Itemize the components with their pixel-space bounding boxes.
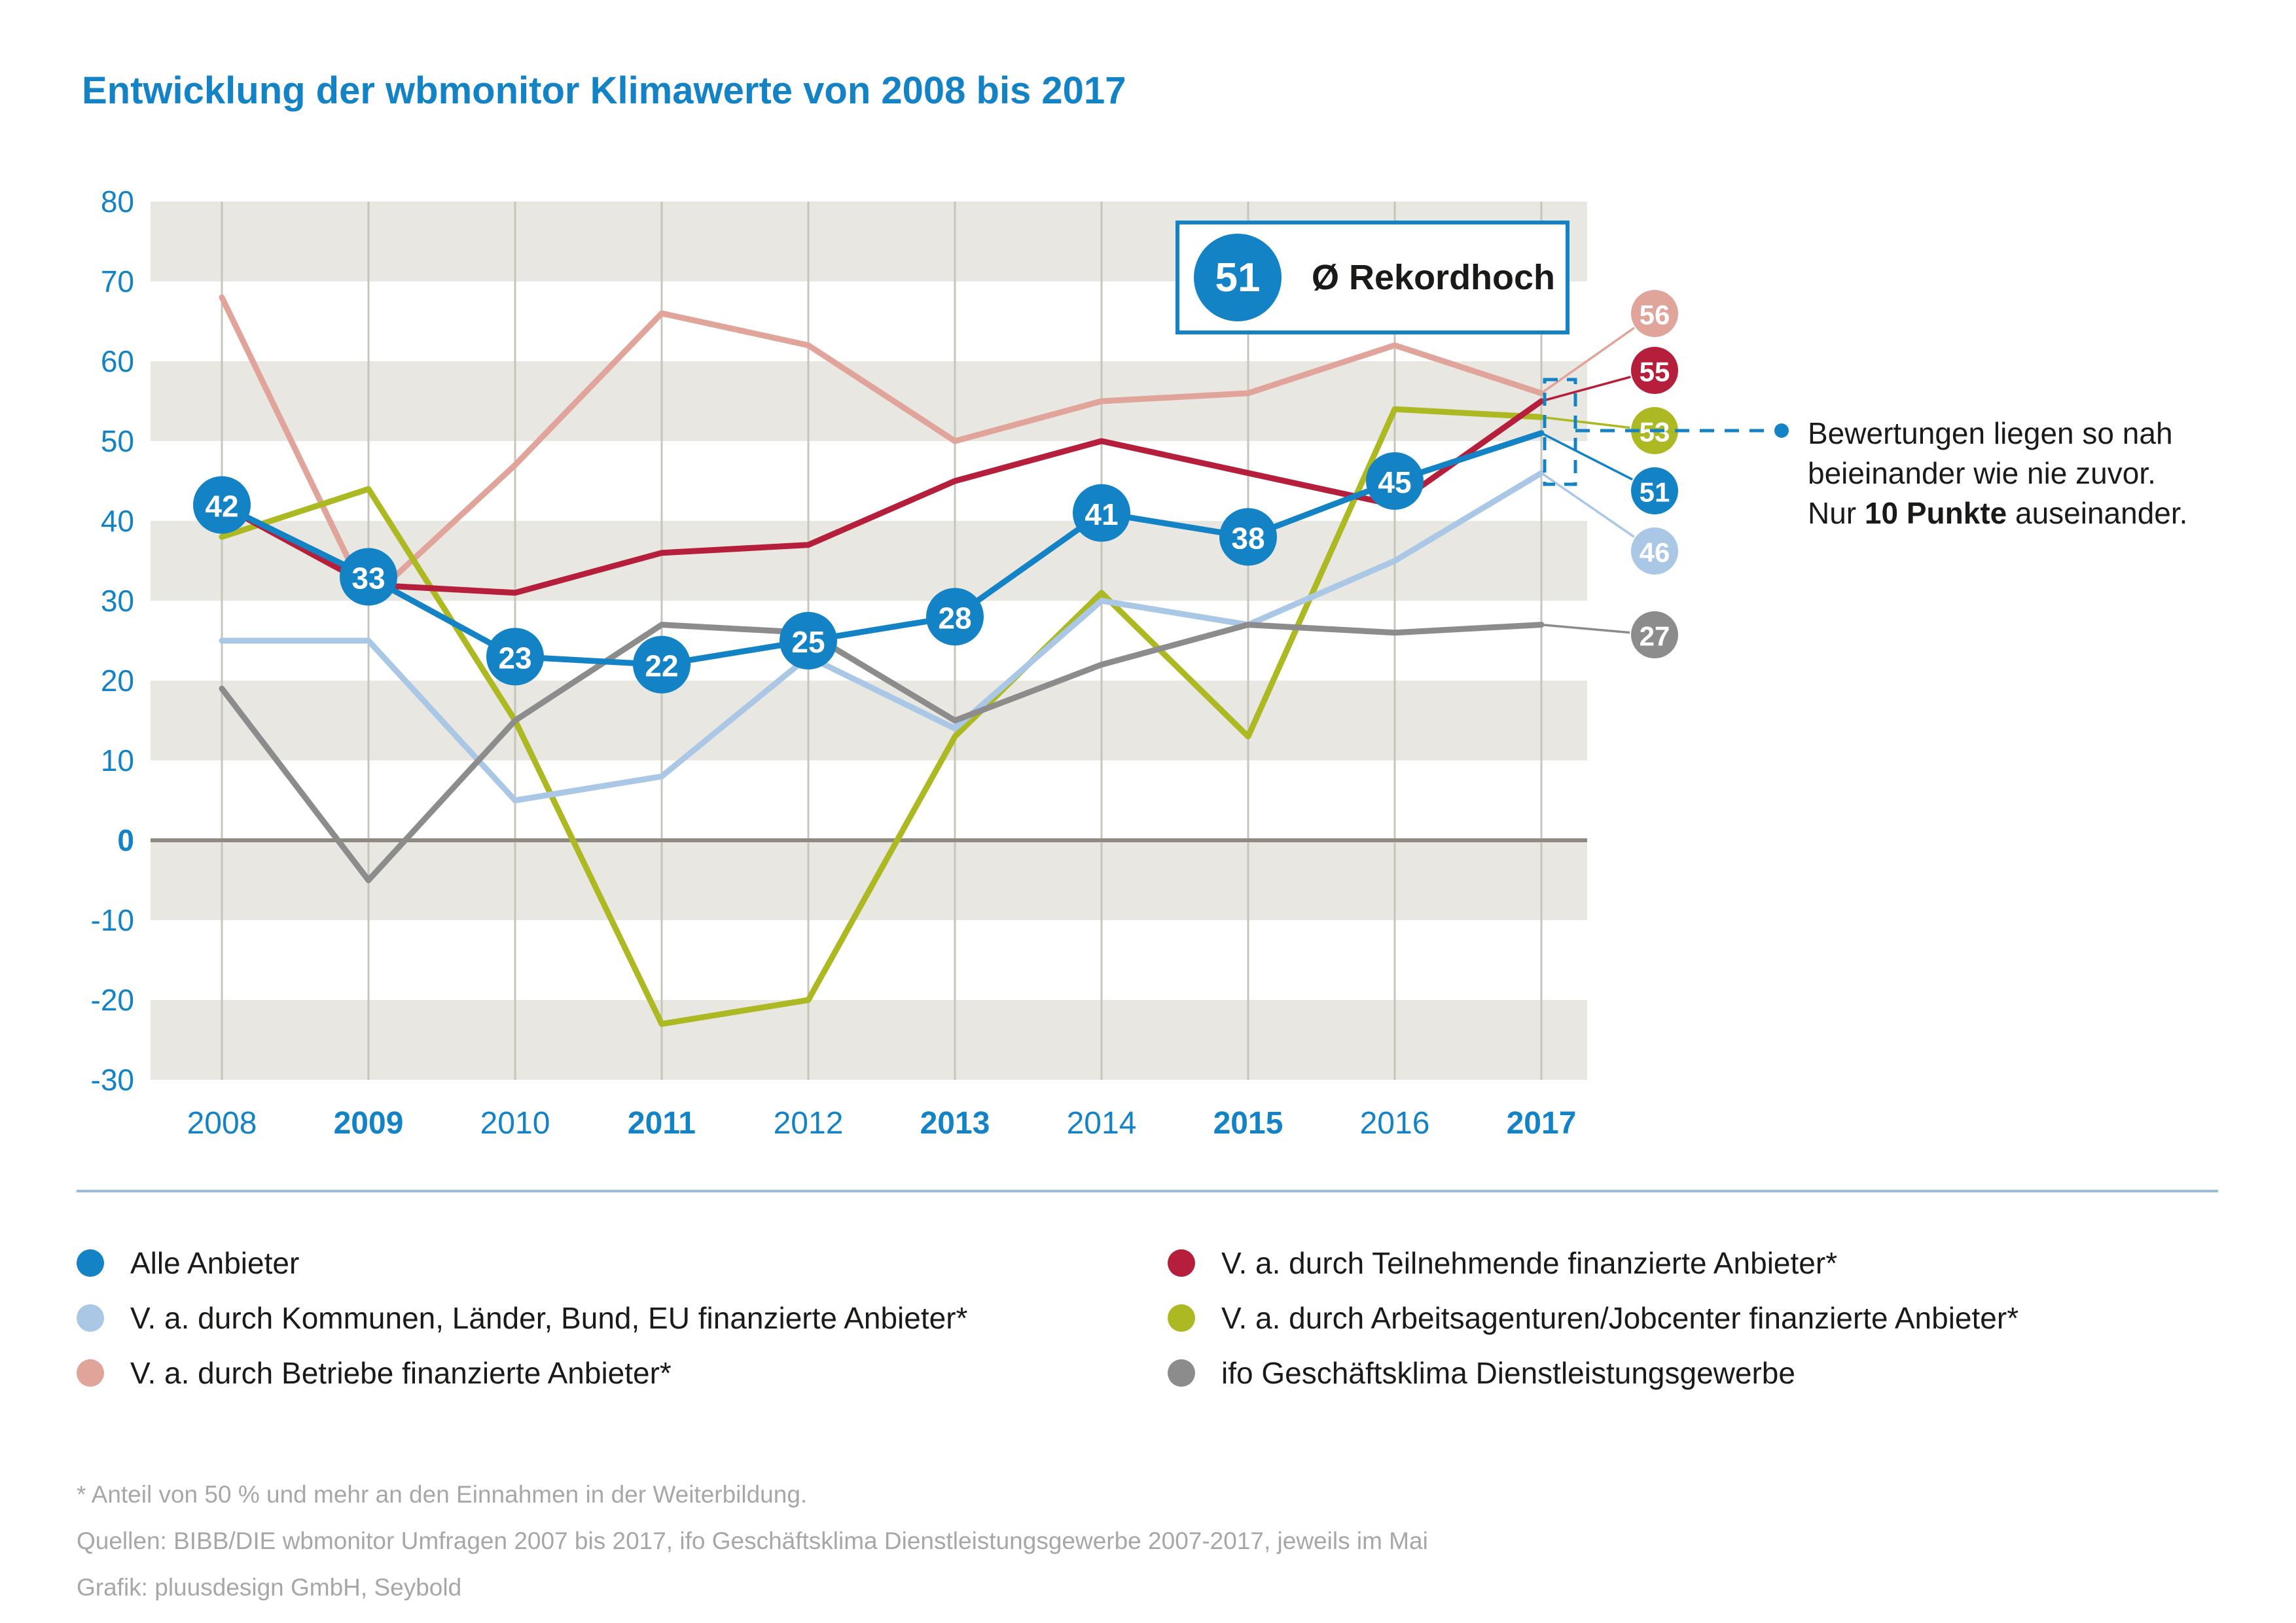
value-bubble-label-2014: 41 bbox=[1085, 497, 1119, 531]
y-tick-label-60: 60 bbox=[100, 344, 134, 378]
legend-dot-ifo bbox=[1168, 1359, 1195, 1387]
x-tick-label-2010: 2010 bbox=[480, 1106, 550, 1141]
value-bubble-label-2010: 23 bbox=[498, 641, 532, 675]
legend-label-teilnehmende: V. a. durch Teilnehmende finanzierte Anbieter* bbox=[1221, 1246, 1838, 1280]
legend-label-betriebe: V. a. durch Betriebe finanzierte Anbieter* bbox=[130, 1356, 672, 1390]
band-60 bbox=[151, 361, 1587, 441]
legend-label-alle-anbieter: Alle Anbieter bbox=[130, 1246, 300, 1280]
end-badge-value-teilnehmende: 55 bbox=[1639, 356, 1670, 387]
y-tick-label-40: 40 bbox=[100, 504, 134, 538]
value-bubble-label-2009: 33 bbox=[351, 561, 386, 596]
end-connector-betriebe bbox=[1541, 328, 1634, 393]
y-tick-label-50: 50 bbox=[100, 424, 134, 458]
y-tick-label-80: 80 bbox=[100, 185, 134, 219]
legend-column-1 bbox=[77, 1246, 968, 1414]
legend-item-kommunen bbox=[77, 1301, 968, 1335]
band-20 bbox=[151, 681, 1587, 760]
side-note bbox=[1808, 414, 2187, 533]
x-tick-label-2014: 2014 bbox=[1066, 1106, 1137, 1141]
y-tick-label-30: 30 bbox=[100, 584, 134, 618]
legend-divider-line bbox=[77, 1190, 2218, 1192]
record-high-value-badge: 51 bbox=[1194, 234, 1282, 321]
x-tick-label-2013: 2013 bbox=[920, 1106, 990, 1141]
legend-item-teilnehmende bbox=[1168, 1246, 2018, 1280]
footnotes bbox=[77, 1471, 1428, 1611]
side-note-line-3: Nur 10 Punkte auseinander. bbox=[1808, 496, 2188, 530]
x-tick-label-2012: 2012 bbox=[773, 1106, 844, 1141]
end-badge-value-ifo: 27 bbox=[1639, 620, 1670, 652]
page-title: Entwicklung der wbmonitor Klimawerte von 2008 bis 2017 bbox=[82, 69, 1126, 112]
x-axis-labels bbox=[187, 1106, 1577, 1141]
legend-dot-kommunen bbox=[77, 1304, 104, 1332]
y-tick-label-10: 10 bbox=[100, 743, 134, 777]
legend-label-arbeitsagenturen: V. a. durch Arbeitsagenturen/Jobcenter finanzierte Anbieter* bbox=[1221, 1301, 2019, 1335]
legend-dot-teilnehmende bbox=[1168, 1249, 1195, 1277]
value-bubble-label-2015: 38 bbox=[1231, 521, 1265, 556]
x-tick-label-2017: 2017 bbox=[1506, 1106, 1577, 1141]
legend-dot-arbeitsagenturen bbox=[1168, 1304, 1195, 1332]
legend-column-2 bbox=[1168, 1246, 2019, 1414]
y-tick-label--30: -30 bbox=[90, 1063, 134, 1097]
y-tick-label-70: 70 bbox=[100, 264, 134, 298]
legend-label-ifo: ifo Geschäftsklima Dienstleistungsgewerbe bbox=[1221, 1356, 1795, 1390]
legend-dot-betriebe bbox=[77, 1359, 104, 1387]
value-bubble-label-2012: 25 bbox=[791, 625, 825, 659]
x-tick-label-2011: 2011 bbox=[627, 1106, 696, 1141]
side-note-line-1: Bewertungen liegen so nah bbox=[1808, 416, 2173, 450]
y-tick-label-0: 0 bbox=[117, 823, 134, 857]
value-bubble-label-2013: 28 bbox=[938, 601, 972, 635]
x-tick-label-2008: 2008 bbox=[187, 1106, 257, 1141]
end-badge-value-kommunen: 46 bbox=[1639, 537, 1670, 568]
y-axis-labels bbox=[91, 185, 134, 1097]
footnote-credit: Grafik: pluusdesign GmbH, Seybold bbox=[77, 1574, 462, 1601]
legend-item-alle-anbieter bbox=[77, 1246, 967, 1280]
value-bubble-label-2008: 42 bbox=[205, 489, 239, 524]
x-tick-label-2009: 2009 bbox=[333, 1106, 404, 1141]
end-badge-value-alle-anbieter: 51 bbox=[1639, 476, 1670, 508]
end-badge-value-betriebe: 56 bbox=[1639, 299, 1670, 330]
legend-item-ifo bbox=[1168, 1356, 2018, 1390]
x-tick-label-2016: 2016 bbox=[1359, 1106, 1430, 1141]
band--20 bbox=[151, 1000, 1587, 1080]
legend-item-betriebe bbox=[77, 1356, 967, 1390]
end-badges bbox=[1541, 290, 1678, 658]
y-tick-label--20: -20 bbox=[90, 983, 134, 1017]
record-high-label: Ø Rekordhoch bbox=[1312, 258, 1556, 297]
x-tick-label-2015: 2015 bbox=[1213, 1106, 1283, 1141]
y-tick-label-20: 20 bbox=[100, 664, 134, 698]
y-tick-label--10: -10 bbox=[90, 903, 134, 937]
legend-item-arbeitsagenturen bbox=[1168, 1301, 2019, 1335]
leader-dot bbox=[1774, 423, 1789, 438]
legend-label-kommunen: V. a. durch Kommunen, Länder, Bund, EU finanzierte Anbieter* bbox=[130, 1301, 968, 1335]
footnote-sources: Quellen: BIBB/DIE wbmonitor Umfragen 2007 bis 2017, ifo Geschäftsklima Dienstleistungsgewerbe 2007-2017, jeweils im Mai bbox=[77, 1527, 1428, 1554]
footnote-asterisk: * Anteil von 50 % und mehr an den Einnahmen in der Weiterbildung. bbox=[77, 1481, 808, 1508]
value-bubble-label-2011: 22 bbox=[645, 649, 679, 683]
record-high-annotation-box bbox=[1175, 221, 1570, 334]
legend-dot-alle-anbieter bbox=[77, 1249, 104, 1277]
value-bubble-label-2016: 45 bbox=[1378, 465, 1412, 499]
end-connector-ifo bbox=[1541, 625, 1630, 633]
end-badge-value-arbeitsagenturen: 53 bbox=[1639, 416, 1670, 448]
side-note-line-2: beieinander wie nie zuvor. bbox=[1808, 456, 2156, 490]
